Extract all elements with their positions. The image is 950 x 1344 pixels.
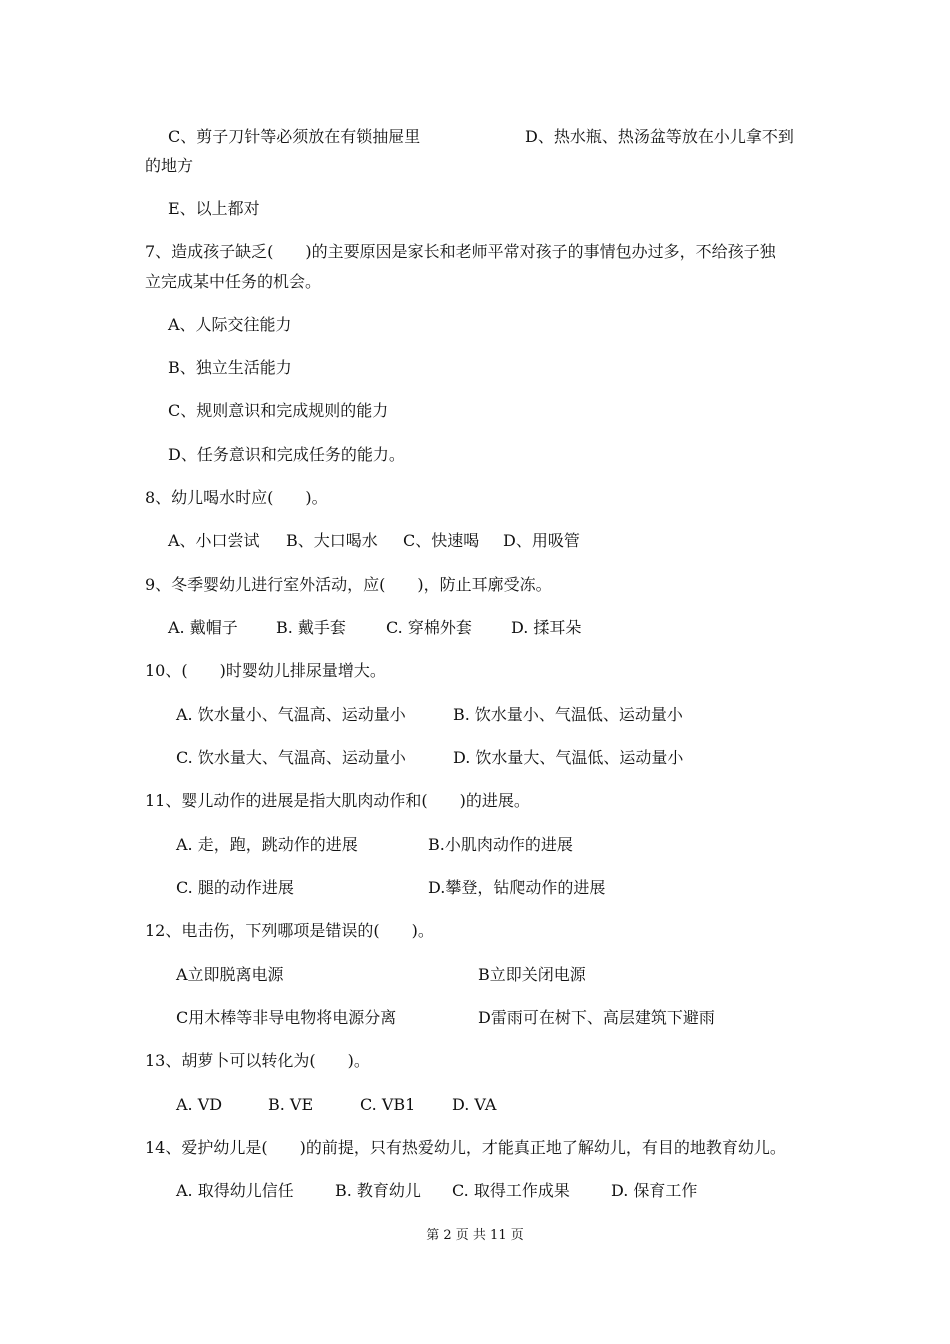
q7-option-c: C、规则意识和完成规则的能力 (168, 401, 389, 420)
q6-option-d-continued: 的地方 (145, 156, 194, 175)
q12-stem: 12、电击伤，下列哪项是错误的( )。 (145, 921, 434, 940)
q11-option-b: B.小肌肉动作的进展 (428, 835, 573, 854)
q7-option-a: A、人际交往能力 (168, 315, 292, 334)
q13-stem: 13、胡萝卜可以转化为( )。 (145, 1051, 370, 1070)
q6-option-c: C、剪子刀针等必须放在有锁抽屉里 (168, 127, 421, 146)
q10-option-b: B. 饮水量小、气温低、运动量小 (453, 705, 683, 724)
q6-option-e: E、以上都对 (168, 199, 260, 218)
q13-option-c: C. VB1 (360, 1095, 416, 1114)
q8-stem: 8、幼儿喝水时应( )。 (145, 488, 328, 507)
q14-option-d: D. 保育工作 (611, 1181, 698, 1200)
q7-option-b: B、独立生活能力 (168, 358, 292, 377)
q13-option-d: D. VA (452, 1095, 497, 1114)
q12-option-c: C用木棒等非导电物将电源分离 (176, 1008, 397, 1027)
q8-option-d: D、用吸管 (503, 531, 580, 550)
q9-stem: 9、冬季婴幼儿进行室外活动，应( )，防止耳廓受冻。 (145, 575, 552, 594)
q12-option-a: A立即脱离电源 (176, 965, 284, 984)
q11-stem: 11、婴儿动作的进展是指大肌肉动作和( )的进展。 (145, 791, 530, 810)
q9-option-a: A. 戴帽子 (168, 618, 238, 637)
q8-option-c: C、快速喝 (403, 531, 480, 550)
q8-option-a: A、小口尝试 (168, 531, 260, 550)
q13-option-b: B. VE (268, 1095, 314, 1114)
q11-option-c: C. 腿的动作进展 (176, 878, 294, 897)
q10-option-c: C. 饮水量大、气温高、运动量小 (176, 748, 406, 767)
q14-stem: 14、爱护幼儿是( )的前提，只有热爱幼儿，才能真正地了解幼儿，有目的地教育幼儿。 (145, 1138, 786, 1157)
q8-option-b: B、大口喝水 (286, 531, 378, 550)
q9-option-c: C. 穿棉外套 (386, 618, 472, 637)
q13-option-a: A. VD (176, 1095, 223, 1114)
q14-option-c: C. 取得工作成果 (452, 1181, 570, 1200)
q11-option-a: A. 走，跑，跳动作的进展 (176, 835, 358, 854)
q12-option-d: D雷雨可在树下、高层建筑下避雨 (478, 1008, 715, 1027)
q9-option-b: B. 戴手套 (276, 618, 346, 637)
q11-option-d: D.攀登，钻爬动作的进展 (428, 878, 606, 897)
q10-option-d: D. 饮水量大、气温低、运动量小 (453, 748, 684, 767)
q9-option-d: D. 揉耳朵 (511, 618, 582, 637)
q14-option-b: B. 教育幼儿 (335, 1181, 421, 1200)
q7-option-d: D、任务意识和完成任务的能力。 (168, 445, 405, 464)
q10-option-a: A. 饮水量小、气温高、运动量小 (176, 705, 406, 724)
q7-stem: 7、造成孩子缺乏( )的主要原因是家长和老师平常对孩子的事情包办过多，不给孩子独 (145, 242, 776, 261)
q14-option-a: A. 取得幼儿信任 (176, 1181, 294, 1200)
q6-option-d: D、热水瓶、热汤盆等放在小儿拿不到 (525, 127, 794, 146)
q10-stem: 10、( )时婴幼儿排尿量增大。 (145, 661, 386, 680)
q7-stem-continued: 立完成某中任务的机会。 (145, 272, 322, 291)
page-footer: 第 2 页 共 11 页 (426, 1228, 524, 1243)
q12-option-b: B立即关闭电源 (478, 965, 586, 984)
